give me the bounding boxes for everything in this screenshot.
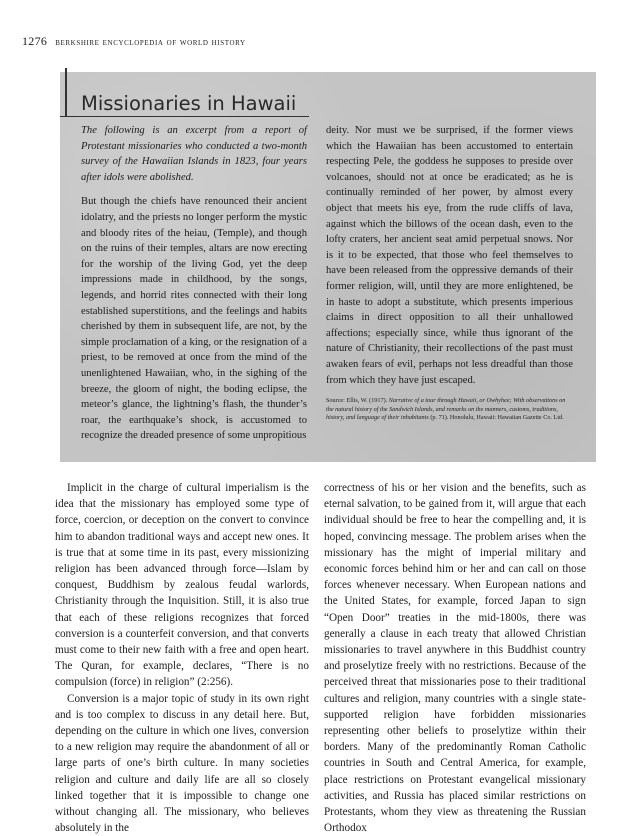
sidebar-paragraph-1: But though the chiefs have renounced their ancient idolatry, and the priests no longer perform the mystic and bloody rites of the heiau, (Temple), and though on the ruins of their temples, altars are now erecting for the worship of the living God, yet the deep impressions made in childhood, by the songs, legends, and horrid rites connected with their long established superstitions, and the feelings and habits cherished by them in subsequent life, are not, by the simple proclamation of a king, or the resignation of a priest, to be removed at once from the mind of the unenlightened Hawaiian, who, in the sighing of the breeze, the gloom of night, the boding eclipse, the meteor’s glance, the lightning’s flash, the thunder’s roar, the earthquake’s shock, is accustomed to recognize the dreaded presence of some unpropitious [81, 196, 307, 442]
sidebar-right-column [326, 123, 573, 422]
sidebar-vertical-rule [65, 68, 67, 116]
sidebar-intro: The following is an excerpt from a report of Protestant missionaries who conducted a two-month survey of the Hawaiian Islands in 1823, four years after idols were abolished. [81, 125, 307, 183]
publication-title: berkshire encyclopedia of world history [55, 37, 246, 48]
source-suffix: (p. 71). Honolulu, Hawaii: Hawaiian Gazette Co. Ltd. [430, 413, 564, 421]
page-number: 1276 [22, 34, 48, 48]
running-head [22, 34, 602, 49]
source-citation [326, 397, 573, 422]
sidebar-title: Missionaries in Hawaii [81, 92, 297, 115]
sidebar-horizontal-rule [60, 116, 309, 117]
sidebar-left-column [81, 123, 307, 453]
source-prefix: Source: Ellis, W. (1917). [326, 397, 388, 405]
sidebar-paragraph-2: deity. Nor must we be surprised, if the former views which the Hawaiian has been accustomed to entertain respecting Pele, the goddess he supposes to preside over volcanoes, should not at once be eradicated; as he is continually reminded of her power, by almost every object that meets his eye, from the rude cliffs of lava, against which the billows of the ocean dash, even to the lofty craters, her ancient seat amid perpetual snows. Nor is it to be expected, that those who feel themselves to have been released from the oppressive demands of their former religion, will, until they are more enlightened, be in haste to adopt a substitute, which presents imperious claims in direct opposition to all their unhallowed affections; especially since, while thus ignorant of the nature of Christianity, their recollections of the past must awaken fears of evil, perhaps not less dreadful than those from which they have just escaped. [326, 125, 573, 386]
body-left-column [55, 480, 309, 836]
body-paragraph: correctness of his or her vision and the benefits, such as eternal salvation, to be gained from it, will argue that each individual should be free to hear the compelling and, it is hoped, convincing message. The problem arises when the missionary has the might of imperial military and economic forces behind him or her and can call on those forces whenever necessary. When European nations and the United States, for example, forced Japan to sign “Open Door” treaties in the mid-1800s, there was generally a clause in each treaty that allowed Christian missionaries to travel anywhere in this Buddhist country and proselytize freely with no restrictions. Because of the perceived threat that missionaries pose to their traditional cultures and religion, many countries with a single state-supported religion have forbidden missionaries representing other beliefs to proselytize within their borders. Many of the predominantly Roman Catholic countries in South and Central America, for example, place restrictions on Protestant evangelical missionary activities, and Russia has placed similar restrictions on Protestants, whom they view as threatening the Russian Orthodox [324, 482, 586, 835]
body-paragraph: Implicit in the charge of cultural imperialism is the idea that the missionary has employed some type of force, coercion, or deception on the convert to convince him to abandon traditional ways and accept new ones. It is true that at some time in its past, every missionizing religion has been advanced through force—Islam by conquest, Buddhism by zealous feudal warlords, Christianity through the Inquisition. Still, it is also true that each of these religions recognizes that forced conversion is a counterfeit conversion, and that converts must come to their new faith with a free and open heart. The Quran, for example, declares, “There is no compulsion (force) in religion” (2:256). [55, 482, 309, 689]
source-title: Narrative of a tour through Hawaii, or Owhyhee; With observations on the natural history of the Sandwich Islands, and remarks on the manners, customs, traditions, history, and language of their inhabitants [326, 397, 566, 421]
body-right-column [324, 480, 586, 836]
body-paragraph: Conversion is a major topic of study in its own right and is too complex to discuss in any detail here. But, depending on the culture in which one lives, conversion to a new religion may require the abandonment of all or large parts of one’s birth culture. In many societies religion and culture and daily life are all so closely linked together that it is impossible to change one without changing all. The missionary, who believes absolutely in the [55, 692, 309, 835]
